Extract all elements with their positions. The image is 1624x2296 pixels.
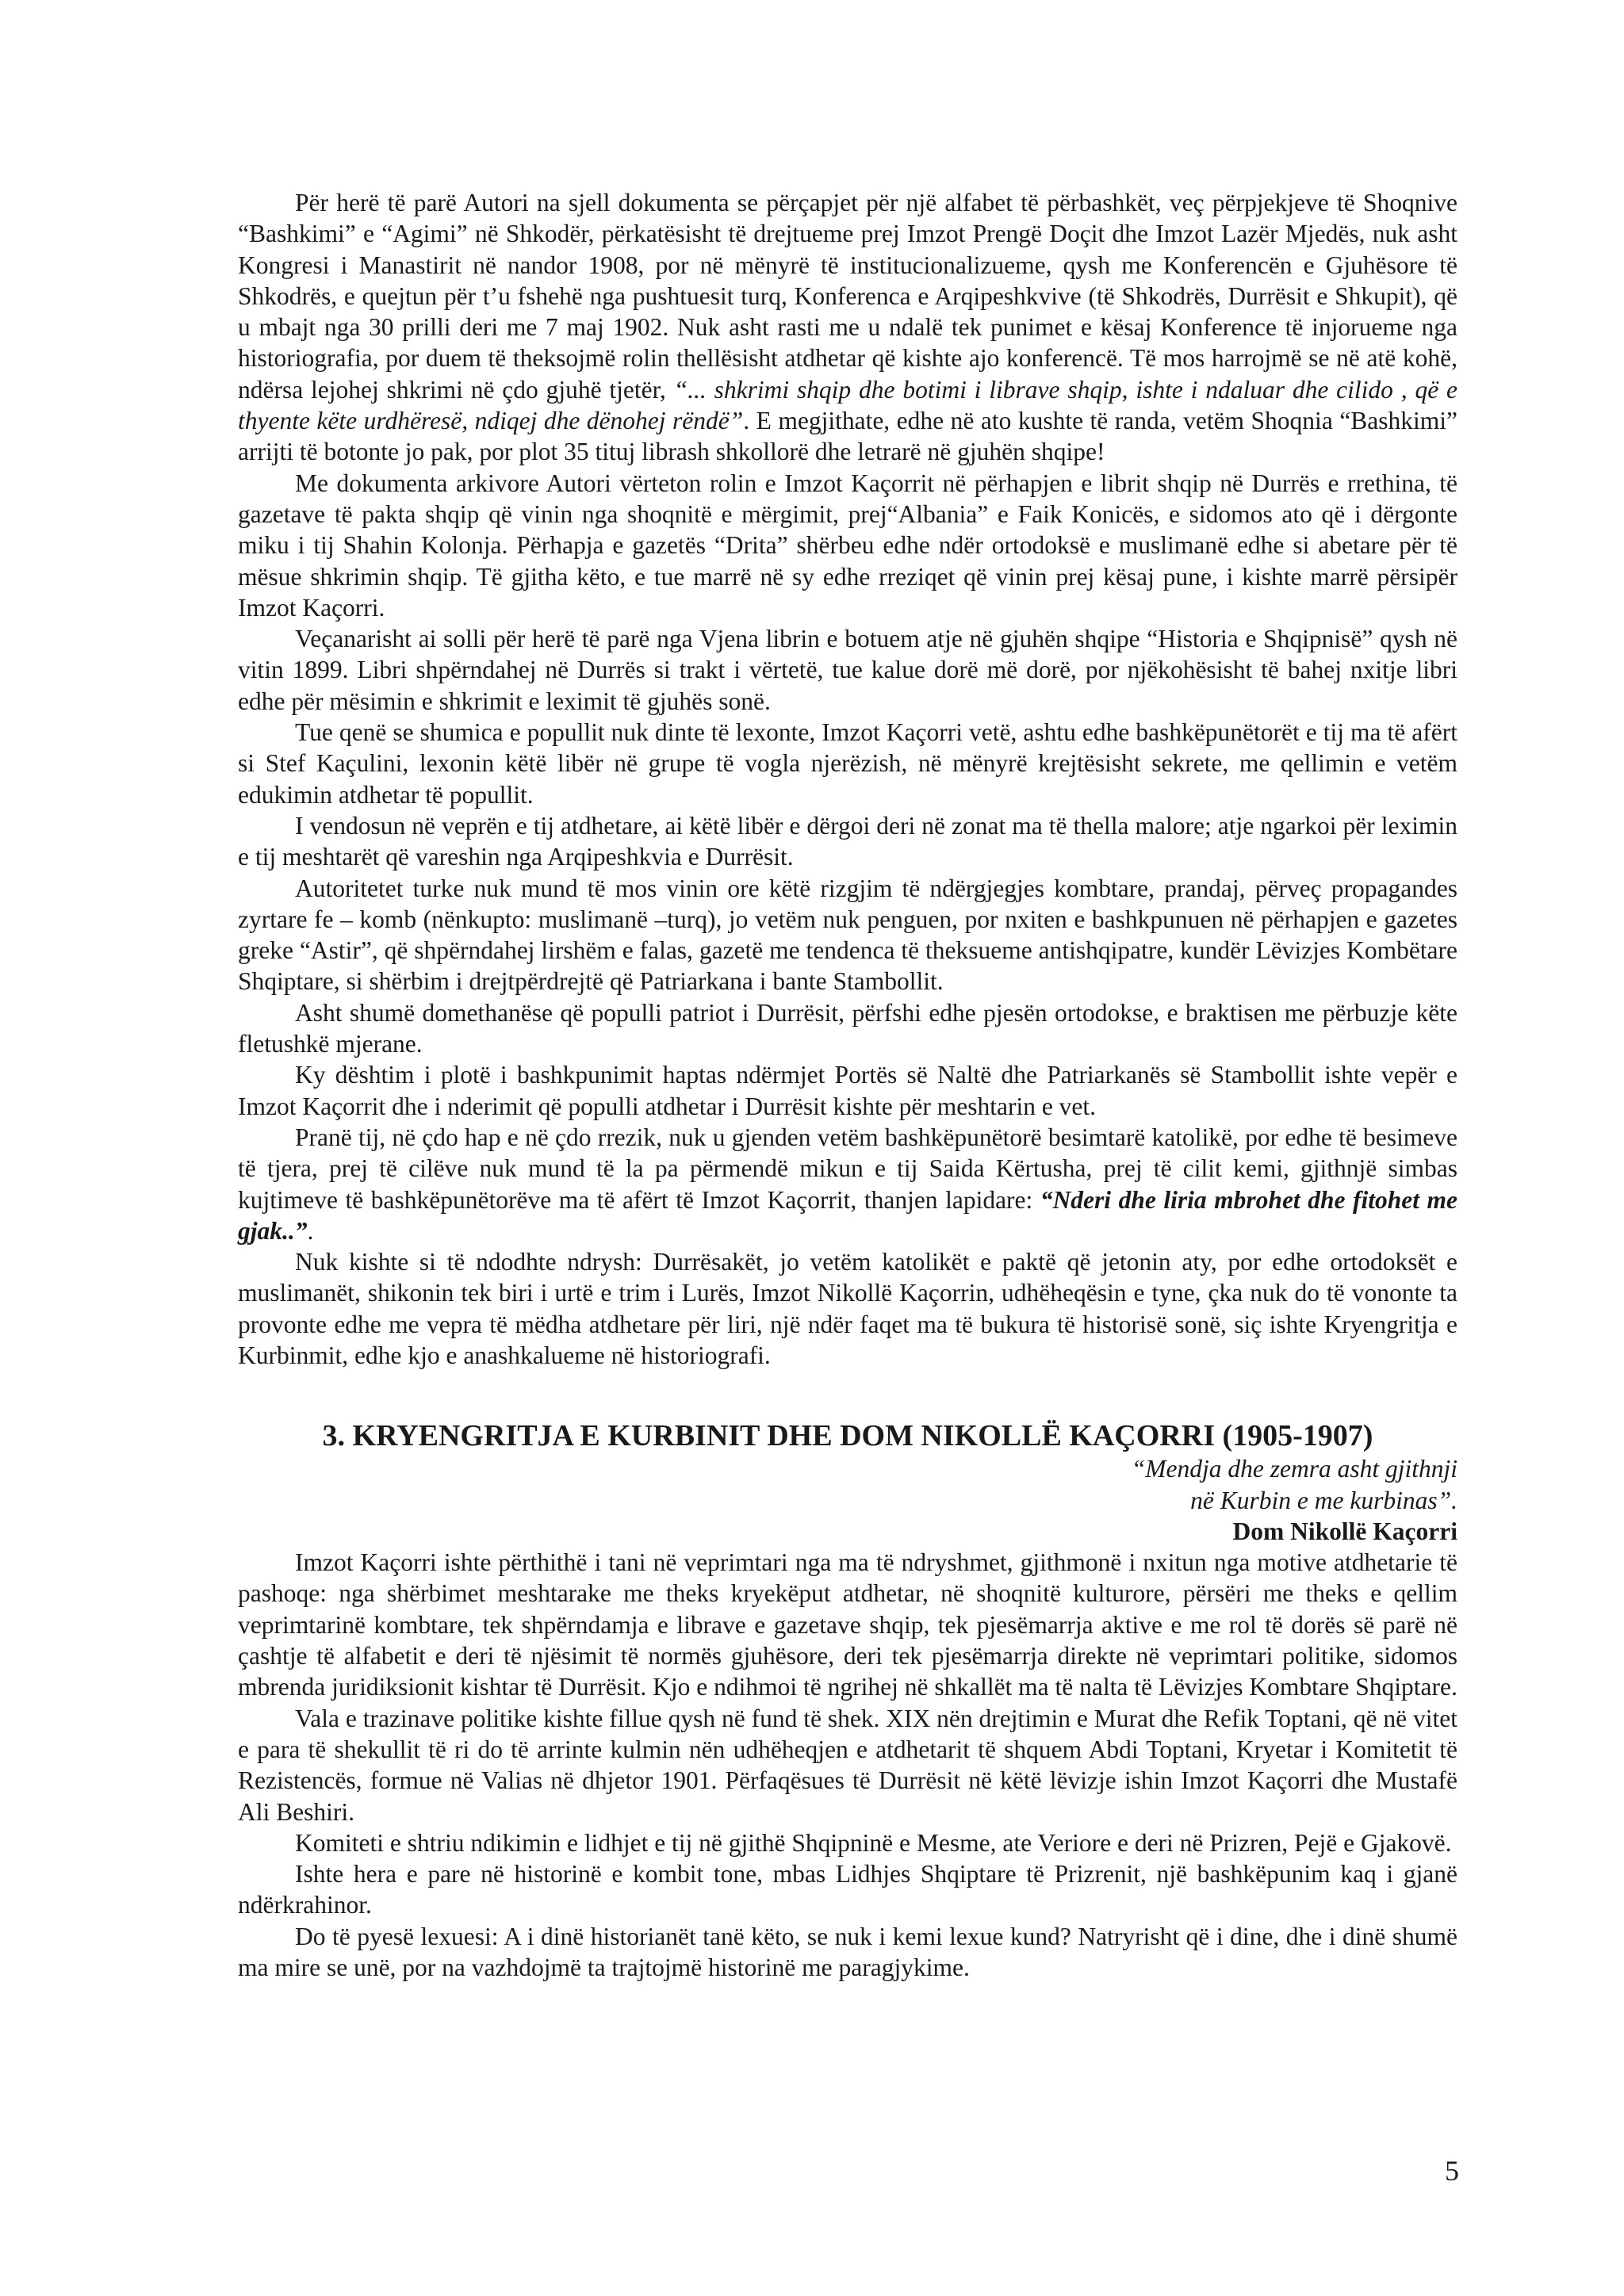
paragraph-text: . E megjithate, edhe në ato kushte të randa, vetëm Shoqnia “Bashkimi” arrijti të botonte jo pak, por plot 35 tituj librash shkollorë dhe letrarë në gjuhën shqipe!	[238, 407, 1458, 466]
paragraph: Me dokumenta arkivore Autori vërteton rolin e Imzot Kaçorrit në përhapjen e librit shqip në Durrës e rrethina, të gazetave të pakta shqip që vinin nga shoqnitë e mërgimit, prej“Albania” e Faik Konicës, e sidomos ato që i dërgonte miku i tij Shahin Kolonja. Përhapja e gazetës “Drita” shërbeu edhe ndër ortodoksë e muslimanë edhe si abetare për të mësue shkrimin shqip. Të gjitha këto, e tue marrë në sy edhe rreziqet që vinin prej kësaj pune, i kishte marrë përsipër Imzot Kaçorri.	[238, 469, 1457, 622]
paragraph: Nuk kishte si të ndodhte ndrysh: Durrësakët, jo vetëm katolikët e paktë që jetonin aty, por edhe ortodoksët e muslimanët, shikonin tek biri i urtë e trim i Lurës, Imzot Nikollë Kaçorrin, udhëheqësin e tyne, çka nuk do të vononte ta provonte edhe me vepra të mëdha atdhetare për liri, një ndër faqet ma të bukura të historisë sonë, siç ishte Kryengritja e Kurbinmit, edhe kjo e anashkalueme në historiografi.	[238, 1248, 1457, 1369]
paragraph: Tue qenë se shumica e popullit nuk dinte të lexonte, Imzot Kaçorri vetë, ashtu edhe bashkëpunëtorët e tij ma të afërt si Stef Kaçulini, lexonin këtë libër në grupe të vogla njerëzish, në mënyrë krejtësisht sekrete, me qellimin e vetëm edukimin atdhetar të popullit.	[238, 718, 1457, 809]
paragraph: Asht shumë domethanëse që populli patriot i Durrësit, përfshi edhe pjesën ortodokse, e braktisen me përbuzje këte fletushkë mjerane.	[238, 998, 1457, 1058]
page-number: 5	[1445, 2155, 1459, 2187]
paragraph-text: Për herë të parë Autori na sjell dokumenta se përçapjet për një alfabet të përbashkët, veç përpjekjeve të Shoqnive “Bashkimi” e “Agimi” në Shkodër, përkatësisht të drejtueme prej Imzot Prengë Doçit dhe Imzot Lazër Mjedës, nuk asht Kongresi i Manastirit në nandor 1908, por në mënyrë të institucionalizueme, qysh me Konferencën e Gjuhësore të Shkodrës, e quejtun për t’u fshehë nga pushtuesit turq, Konferenca e Arqipeshkvive (të Shkodrës, Durrësit e Shkupit), që u mbajt nga 30 prilli deri me 7 maj 1902. Nuk asht rasti me u ndalë tek punimet e kësaj Konference të injorueme nga historiografia, por duem të theksojmë rolin thellësisht atdhetar që kishte ajo konferencë. Të mos harrojmë se në atë kohë, ndërsa lejohej shkrimi në çdo gjuhë tjetër,	[238, 189, 1457, 404]
paragraph: I vendosun në veprën e tij atdhetare, ai këtë libër e dërgoi deri në zonat ma të thella malore; atje ngarkoi për leximin e tij meshtarët që vareshin nga Arqipeshkvia e Durrësit.	[238, 811, 1457, 871]
paragraph	[238, 1122, 1457, 1246]
paragraph: Imzot Kaçorri ishte përthithë i tani në veprimtari nga ma të ndryshmet, gjithmonë i nxitun nga motive atdhetarie të pashoqe: nga shërbimet meshtarake me theks kryekëput atdhetar, në shoqnitë kulturore, përsëri me theks e qellim veprimtarinë kombtare, tek shpërndamja e librave e gazetave shqip, tek pjesëmarrja aktive e me rol të dorës së parë në çashtje të alfabetit e deri të njësimit të normës gjuhësore, deri tek pjesëmarrja direkte në veprimtari politike, sidomos mbrenda juridiksionit kishtar të Durrësit. Kjo e ndihmoi të ngrihej në shkallët ma të nalta të Lëvizjes Kombtare Shqiptare.	[238, 1548, 1457, 1701]
paragraph-text: .	[307, 1216, 314, 1245]
paragraph: Ky dështim i plotë i bashkpunimit haptas ndërmjet Portës së Naltë dhe Patriarkanës së Stambollit ishte vepër e Imzot Kaçorrit dhe i nderimit që populli atdhetar i Durrësit kishte për meshtarin e vet.	[238, 1061, 1457, 1120]
paragraph: Vala e trazinave politike kishte fillue qysh në fund të shek. XIX nën drejtimin e Murat dhe Refik Toptani, që në vitet e para të shekullit të ri do të arrinte kulmin nën udhëheqjen e atdhetarit të shquem Abdi Toptani, Kryetar i Komitetit të Rezistencës, formue në Valias në dhjetor 1901. Përfaqësues të Durrësit në këtë lëvizje ishin Imzot Kaçorri dhe Mustafë Ali Beshiri.	[238, 1704, 1457, 1826]
paragraph: Do të pyesë lexuesi: A i dinë historianët tanë këto, se nuk i kemi lexue kund? Natryrisht që i dine, dhe i dinë shumë ma mire se unë, por na vazhdojmë ta trajtojmë historinë me paragjykime.	[238, 1922, 1457, 1982]
quote-text: “... shkrimi shqip dhe botimi i librave shqip, ishte i ndaluar dhe cilido , që e thyente këte urdhëresë, ndiqej dhe dënohej rëndë”	[238, 375, 1458, 435]
paragraph: Veçanarisht ai solli për herë të parë nga Vjena librin e botuem atje në gjuhën shqipe “Historia e Shqipnisë” qysh në vitin 1899. Libri shpërndahej në Durrës si trakt i vërtetë, tue kalue dorë më dorë, por njëkohësisht të bahej nxitje libri edhe për mësimin e shkrimit e leximit të gjuhës sonë.	[238, 625, 1457, 715]
document-body	[238, 187, 1457, 1983]
section-heading: 3. KRYENGRITJA E KURBINIT DHE DOM NIKOLLË KAÇORRI (1905-1907)	[322, 1419, 1373, 1453]
epigraph-author: Dom Nikollë Kaçorri	[1232, 1517, 1457, 1545]
paragraph: Ishte hera e pare në historinë e kombit tone, mbas Lidhjes Shqiptare të Prizrenit, një bashkëpunim kaq i gjanë ndërkrahinor.	[238, 1860, 1457, 1919]
paragraph	[238, 187, 1457, 468]
epigraph-line: “Mendja dhe zemra asht gjithnji	[1131, 1455, 1457, 1483]
paragraph: Autoritetet turke nuk mund të mos vinin ore këtë rizgjim të ndërgjegjes kombtare, prandaj, përveç propagandes zyrtare fe – komb (nënkupto: muslimanë –turq), jo vetëm nuk penguen, por nxiten e bashkpunuen në përhapjen e gazetes greke “Astir”, që shpërndahej lirshëm e falas, gazetë me tendenca të theksueme antishqipatre, kundër Lëvizjes Kombëtare Shqiptare, si shërbim i drejtpërdrejtë që Patriarkana i bante Stambollit.	[238, 874, 1457, 996]
quote-text-bold: “Nderi dhe liria mbrohet dhe fitohet me gjak..”	[238, 1185, 1457, 1245]
epigraph-line: në Kurbin e me kurbinas”.	[1190, 1486, 1457, 1514]
paragraph: Komiteti e shtriu ndikimin e lidhjet e tij në gjithë Shqipninë e Mesme, ate Veriore e deri në Prizren, Pejë e Gjakovë.	[295, 1828, 1452, 1857]
paragraph-text: Pranë tij, në çdo hap e në çdo rrezik, nuk u gjenden vetëm bashkëpunëtorë besimtarë katolikë, por edhe të besimeve të tjera, prej të cilëve nuk mund të la pa përmendë mikun e tij Saida Kërtusha, prej të cilit kemi, gjithnjë simbas kujtimeve të bashkëpunëtorëve ma të afërt të Imzot Kaçorrit, thanjen lapidare:	[238, 1123, 1457, 1214]
